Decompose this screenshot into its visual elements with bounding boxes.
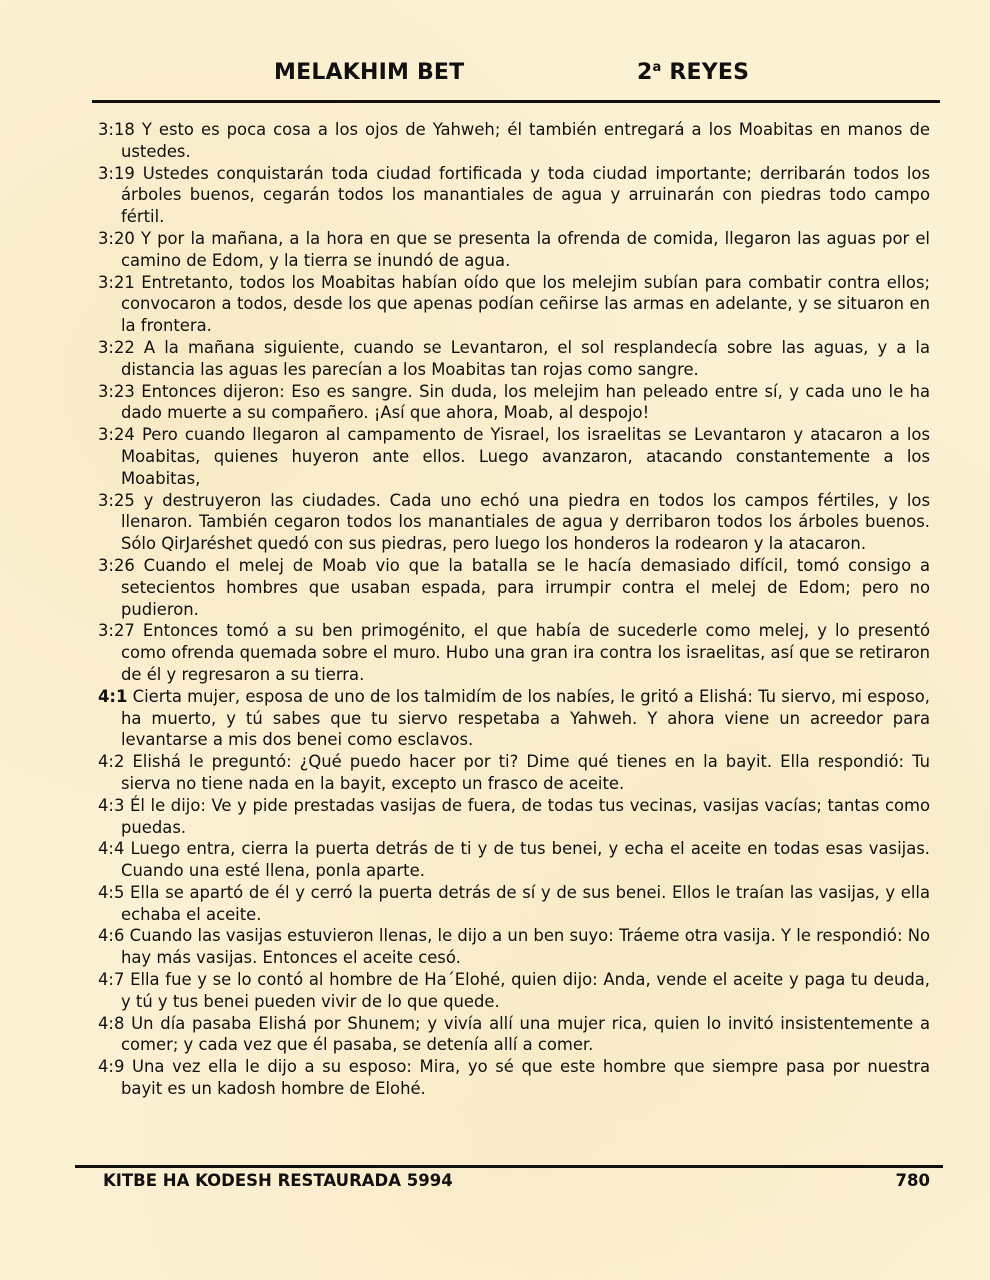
verse-reference: 4:9 xyxy=(98,1057,125,1077)
verse-text: Ella fue y se lo contó al hombre de Ha´Elohé, quien dijo: Anda, vende el aceite y paga tu deuda, y tú y tus benei pueden vivir de lo que quede. xyxy=(121,970,930,1011)
verse-reference: 4:2 xyxy=(98,752,125,772)
verse-reference: 4:5 xyxy=(98,882,125,902)
verse-text: Él le dijo: Ve y pide prestadas vasijas de fuera, de todas tus vecinas, vasijas vacías; tantas como puedas. xyxy=(121,795,930,837)
verse-text: Y esto es poca cosa a los ojos de Yahweh; él también entregará a los Moabitas en manos de ustedes. xyxy=(121,120,930,161)
verse-reference: 3:23 xyxy=(98,381,135,401)
verse-reference: 3:27 xyxy=(98,621,135,641)
verse-reference: 4:4 xyxy=(98,839,125,859)
verse-text: Y por la mañana, a la hora en que se presenta la ofrenda de comida, llegaron las aguas por el camino de Edom, y la tierra se inundó de agua. xyxy=(121,228,930,270)
verse-reference: 3:19 xyxy=(98,163,135,183)
verse-text: Un día pasaba Elishá por Shunem; y vivía allí una mujer rica, quien lo invitó insistentemente a comer; y cada vez que él pasaba, se detenía allí a comer. xyxy=(121,1013,930,1055)
verse-text: Luego entra, cierra la puerta detrás de ti y de tus benei, y echa el aceite en todas esas vasijas. Cuando una esté llena, ponla aparte. xyxy=(121,839,930,881)
verse xyxy=(98,424,930,489)
header-divider xyxy=(92,100,940,103)
book-number-ordinal: a xyxy=(652,60,662,75)
verse-text: y destruyeron las ciudades. Cada uno echó una piedra en todos los campos fértiles, y los llenaron. También cegaron todos los manantiales de agua y derribaron todos los árboles buenos. Sólo QirJaréshet quedó con sus piedras, pero luego los honderos la rodearon y la atacaron. xyxy=(121,490,930,554)
verse xyxy=(98,795,930,839)
verse-text: A la mañana siguiente, cuando se Levantaron, el sol resplandecía sobre las aguas, y a la distancia las aguas les parecían a los Moabitas tan rojas como sangre. xyxy=(121,337,930,379)
verse-reference: 3:20 xyxy=(98,228,135,248)
verse xyxy=(98,686,930,751)
verse xyxy=(98,1056,930,1100)
verse-reference: 3:21 xyxy=(98,272,135,292)
verse xyxy=(98,337,930,381)
page-number: 780 xyxy=(895,1171,930,1190)
verse xyxy=(98,490,930,555)
verse-text: Ustedes conquistarán toda ciudad fortificada y toda ciudad importante; derribarán todos los árboles buenos, cegarán todos los manantiales de agua y arruinarán con piedras todo campo fértil. xyxy=(121,163,930,227)
verse-reference: 3:24 xyxy=(98,425,135,445)
verse xyxy=(98,228,930,272)
verse-text: Cuando el melej de Moab vio que la batalla se le hacía demasiado difícil, tomó consigo a setecientos hombres que usaban espada, para irrumpir contra el melej de Edom; pero no pudieron. xyxy=(121,555,930,619)
verse xyxy=(98,751,930,795)
verse-list xyxy=(98,119,930,1100)
verse-reference: 3:18 xyxy=(98,120,135,139)
book-name: REYES xyxy=(669,60,750,85)
book-title-hebrew: MELAKHIM BET xyxy=(274,60,465,85)
verse-text: Entretanto, todos los Moabitas habían oído que los melejim subían para combatir contra ellos; convocaron a todos, desde los que apenas podían ceñirse las armas en adelante, y se situaron en la frontera. xyxy=(121,272,931,336)
verse-reference: 4:7 xyxy=(98,970,125,990)
verse xyxy=(98,1013,930,1057)
footer-edition-title: KITBE HA KODESH RESTAURADA 5994 xyxy=(103,1171,453,1190)
verse xyxy=(98,163,930,228)
page-header xyxy=(0,60,990,90)
verse-text: Pero cuando llegaron al campamento de Yisrael, los israelitas se Levantaron y atacaron a los Moabitas, quienes huyeron ante ellos. Luego avanzaron, atacando constantemente a los Moabitas, xyxy=(121,425,930,488)
verse-text: Cuando las vasijas estuvieron llenas, le dijo a un ben suyo: Tráeme otra vasija. Y le respondió: No hay más vasijas. Entonces el aceite cesó. xyxy=(121,926,930,968)
footer-divider xyxy=(75,1165,943,1168)
verse-text: Entonces tomó a su ben primogénito, el que había de sucederle como melej, y lo presentó como ofrenda quemada sobre el muro. Hubo una gran ira contra los israelitas, así que se retiraron de él y regresaron a su tierra. xyxy=(121,621,930,684)
verse xyxy=(98,272,930,337)
verse-text: Cierta mujer, esposa de uno de los talmidím de los nabíes, le gritó a Elishá: Tu siervo, mi esposo, ha muerto, y tú sabes que tu siervo respetaba a Yahweh. Y ahora viene un acreedor para levantarse a mis dos benei como esclavos. xyxy=(121,686,930,750)
verse xyxy=(98,620,930,685)
verse xyxy=(98,555,930,620)
verse-text: Entonces dijeron: Eso es sangre. Sin duda, los melejim han peleado entre sí, y cada uno le ha dado muerte a su compañero. ¡Así que ahora, Moab, al despojo! xyxy=(121,381,931,423)
verse xyxy=(98,119,930,163)
verse-reference: 3:22 xyxy=(98,337,135,357)
verse-reference: 4:8 xyxy=(98,1013,125,1033)
verse-text: Ella se apartó de él y cerró la puerta detrás de sí y de sus benei. Ellos le traían las vasijas, y ella echaba el aceite. xyxy=(121,882,930,924)
verse xyxy=(98,838,930,882)
verse xyxy=(98,969,930,1013)
verse-reference: 3:26 xyxy=(98,555,135,575)
book-number: 2 xyxy=(637,60,653,85)
verse-reference: 3:25 xyxy=(98,490,135,510)
verse-text: Una vez ella le dijo a su esposo: Mira, yo sé que este hombre que siempre pasa por nuestra bayit es un kadosh hombre de Elohé. xyxy=(121,1057,930,1099)
verse-reference: 4:3 xyxy=(98,795,125,815)
verse xyxy=(98,882,930,926)
verse-text: Elishá le preguntó: ¿Qué puedo hacer por ti? Dime qué tienes en la bayit. Ella respondió: Tu sierva no tiene nada en la bayit, excepto un frasco de aceite. xyxy=(121,752,930,793)
book-title-spanish xyxy=(637,60,749,85)
verse-reference: 4:1 xyxy=(98,686,128,706)
verse xyxy=(98,381,930,425)
verse-reference: 4:6 xyxy=(98,926,125,946)
verse xyxy=(98,925,930,969)
